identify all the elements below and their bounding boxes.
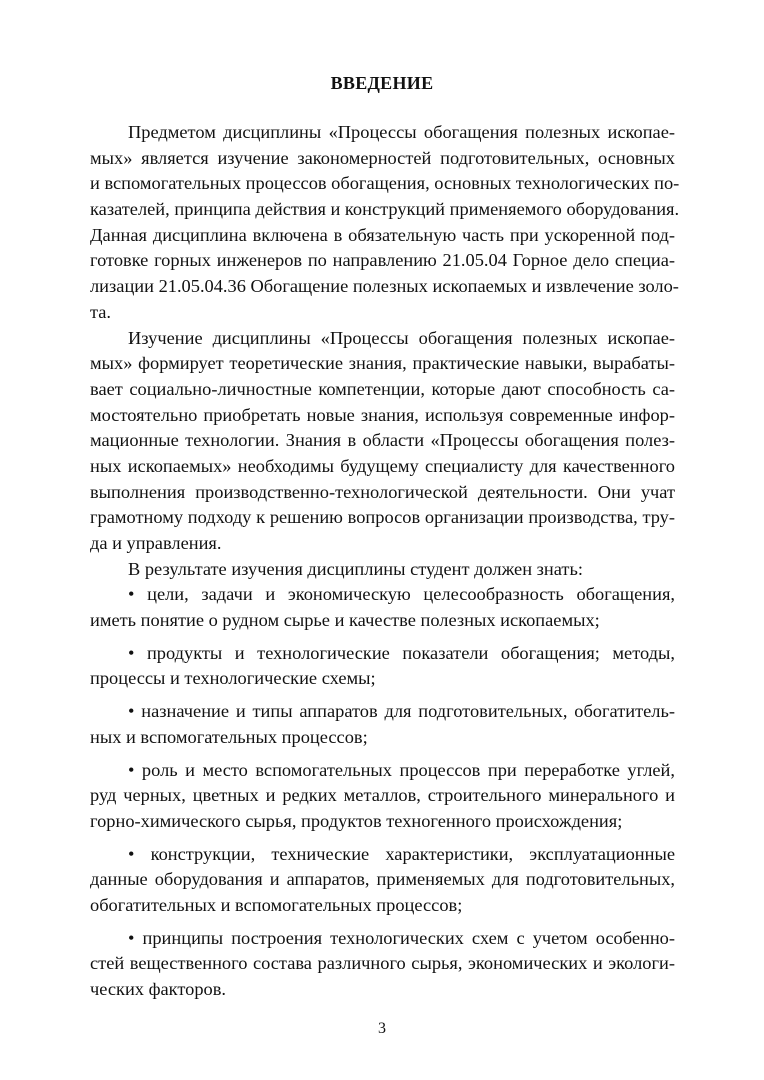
paragraph xyxy=(90,699,675,750)
text-line: мационные технологии. Знания в области «Процессы обогащения полез- xyxy=(90,430,675,451)
page-number: 3 xyxy=(378,1020,386,1037)
paragraph xyxy=(90,758,675,835)
text-line: мых» является изучение закономерностей подготовительных, основных xyxy=(90,147,675,168)
text-line: мостоятельно приобретать новые знания, используя современные инфор- xyxy=(90,404,675,425)
text-line: обогатительных и вспомогательных процессов; xyxy=(90,894,463,915)
paragraph xyxy=(90,557,675,583)
text-line: • конструкции, технические характеристики, эксплуатационные xyxy=(128,843,675,864)
text-line: та. xyxy=(90,301,112,322)
text-line: да и управления. xyxy=(90,533,222,553)
text-line: выполнения производственно-технологической деятельности. Они учат xyxy=(90,481,675,502)
text-line: Предметом дисциплины «Процессы обогащения полезных ископае- xyxy=(128,122,675,142)
text-line: ных ископаемых» необходимы будущему специалисту для качественного xyxy=(90,455,675,476)
text-line: руд черных, цветных и редких металлов, строительного минерального и xyxy=(90,785,675,806)
text-line: вает социально-личностные компетенции, которые дают способность са- xyxy=(90,378,675,399)
text-line: • продукты и технологические показатели обогащения; методы, xyxy=(128,642,675,663)
text-line: Данная дисциплина включена в обязательную часть при ускоренной под- xyxy=(90,224,675,245)
text-line: ных и вспомогательных процессов; xyxy=(90,726,368,747)
text-line: горно-химического сырья, продуктов техногенного происхождения; xyxy=(90,810,623,831)
text-line: иметь понятие о рудном сырье и качестве полезных ископаемых; xyxy=(90,610,600,631)
text-line: мых» формирует теоретические знания, практические навыки, вырабаты- xyxy=(90,353,675,374)
text-line: • цели, задачи и экономическую целесообразность обогащения, xyxy=(128,584,675,605)
text-line: и вспомогательных процессов обогащения, основных технологических по- xyxy=(90,173,680,194)
text-line: • роль и место вспомогательных процессов при переработке углей, xyxy=(128,759,675,780)
text-line: • принципы построения технологических схем с учетом особенно- xyxy=(128,927,675,948)
text-line: казателей, принципа действия и конструкций применяемого оборудования. xyxy=(90,199,680,220)
paragraph xyxy=(90,120,680,326)
text-line: • назначение и типы аппаратов для подготовительных, обогатитель- xyxy=(128,701,675,722)
text-line: ческих факторов. xyxy=(90,979,227,999)
body-text xyxy=(90,120,680,1003)
paragraph xyxy=(90,842,675,919)
text-line: процессы и технологические схемы; xyxy=(90,668,376,689)
text-line: В результате изучения дисциплины студент должен знать: xyxy=(128,558,583,579)
text-line: Изучение дисциплины «Процессы обогащения полезных ископае- xyxy=(128,327,675,348)
paragraph xyxy=(90,641,675,692)
text-line: готовке горных инженеров по направлению 21.05.04 Горное дело специа- xyxy=(90,250,675,271)
text-line: данные оборудования и аппаратов, применяемых для подготовительных, xyxy=(90,869,675,890)
paragraph xyxy=(90,926,675,1003)
paragraph xyxy=(90,582,675,633)
text-line: грамотному подходу к решению вопросов организации производства, тру- xyxy=(90,507,675,528)
page-title: ВВЕДЕНИЕ xyxy=(330,73,434,93)
text-line: лизации 21.05.04.36 Обогащение полезных ископаемых и извлечение золо- xyxy=(90,276,679,297)
paragraph xyxy=(90,326,675,557)
text-line: стей вещественного состава различного сырья, экономических и экологи- xyxy=(90,953,675,974)
